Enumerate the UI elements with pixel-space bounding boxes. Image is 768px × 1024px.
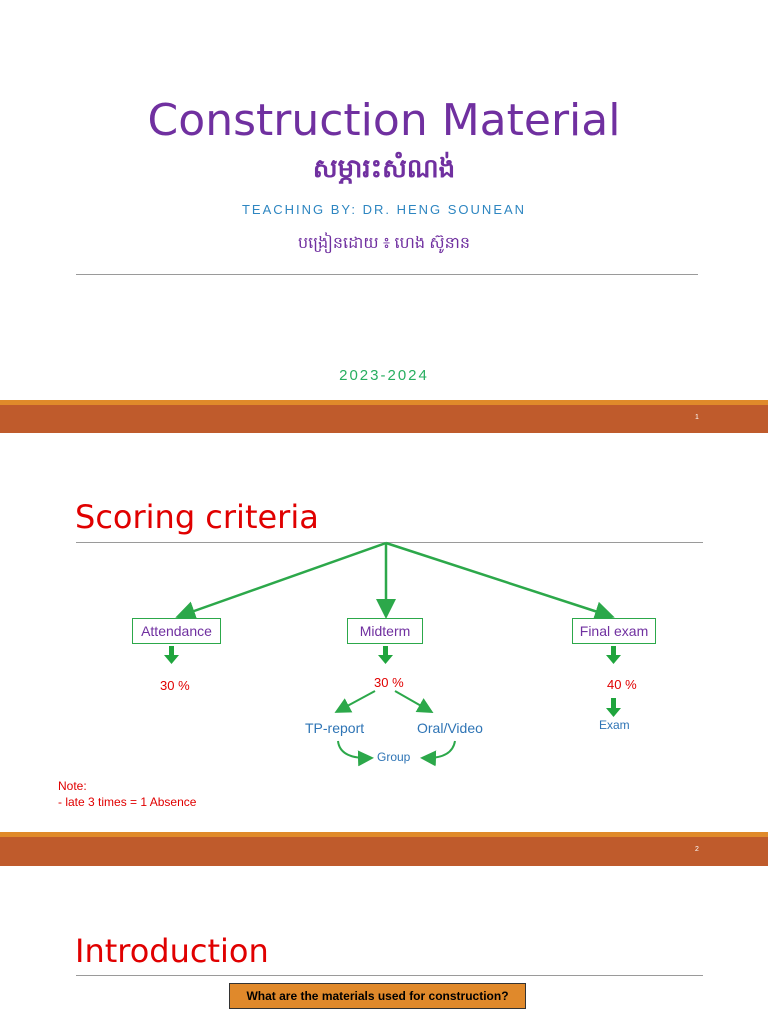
attendance-percent: 30 % <box>160 678 190 693</box>
question-box: What are the materials used for construction? <box>229 983 526 1009</box>
slide-2 <box>0 433 768 866</box>
academic-year: 2023-2024 <box>339 367 429 384</box>
section-title: Scoring criteria <box>75 498 319 536</box>
midterm-box: Midterm <box>347 618 423 644</box>
page-number: 1 <box>695 414 699 421</box>
slide-1 <box>0 0 768 433</box>
divider <box>76 975 703 976</box>
slide-title-khmer: សម្ភារះសំណង់ <box>312 153 456 183</box>
exam-label: Exam <box>599 718 630 732</box>
slide-title: Construction Material <box>147 95 621 146</box>
group-label: Group <box>377 750 411 764</box>
attendance-box: Attendance <box>132 618 221 644</box>
page-number: 2 <box>695 846 699 853</box>
note-title: Note: <box>58 779 87 793</box>
oral-video-label: Oral/Video <box>417 720 483 736</box>
midterm-percent: 30 % <box>374 675 404 690</box>
section-title: Introduction <box>75 932 269 970</box>
tp-report-label: TP-report <box>305 720 365 736</box>
final-percent: 40 % <box>607 677 637 692</box>
teaching-by: TEACHING BY: DR. HENG SOUNEAN <box>241 202 527 217</box>
teaching-by-khmer: បង្រៀនដោយ ៖ ហេង ស៊ូនាន <box>297 235 471 252</box>
final-exam-box: Final exam <box>572 618 656 644</box>
footer-bar <box>0 405 768 433</box>
footer-bar <box>0 837 768 866</box>
note-line: - late 3 times = 1 Absence <box>58 795 197 809</box>
divider <box>76 274 698 275</box>
